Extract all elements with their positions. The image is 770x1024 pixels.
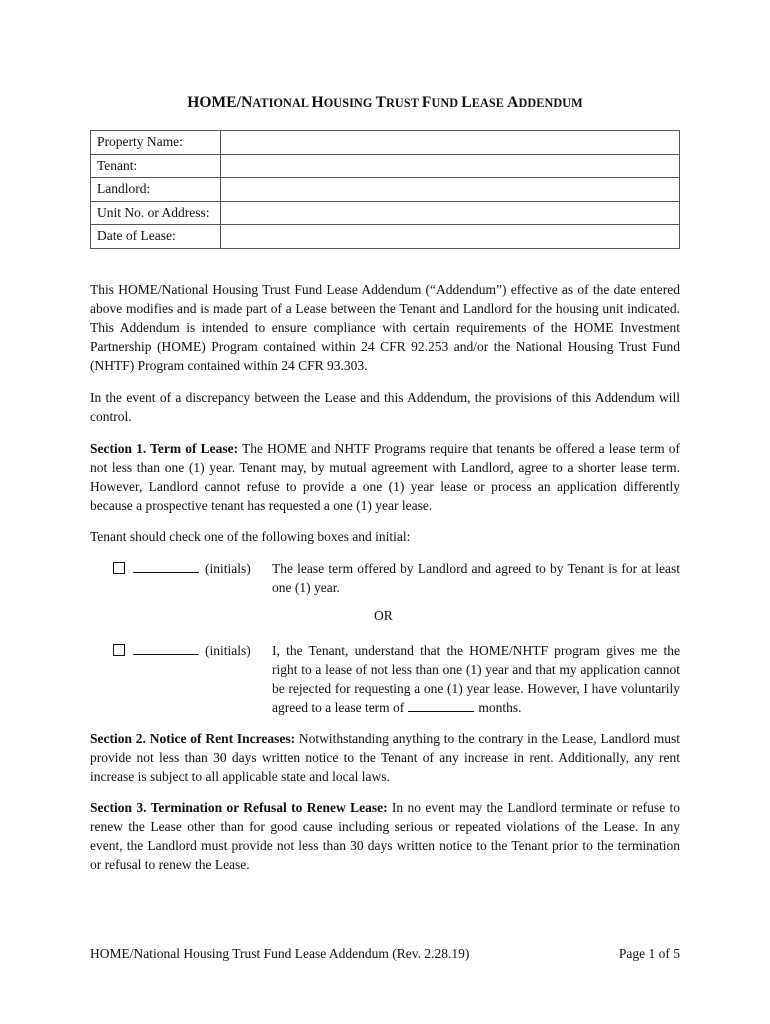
table-row <box>91 201 680 225</box>
section-1-text: The HOME and NHTF Programs require that tenants be offered a lease term of not less than one (1) year. Tenant may, by mutual agreement with Landlord, agree to a shorter lease term. However, Landlord cannot refuse to provide a one (1) year lease or process an application differently because a prospective tenant has requested a one (1) year lease. <box>90 441 680 513</box>
or-separator: OR <box>374 608 393 623</box>
footer-document-title: HOME/National Housing Trust Fund Lease Addendum (Rev. 2.28.19) <box>90 946 470 961</box>
option-2-text: I, the Tenant, understand that the HOME/NHTF program gives me the right to a lease of not less than one (1) year and that my application cannot be rejected for requesting a one (1) year lease. However, I have voluntarily agreed to a lease term of months. <box>272 643 680 715</box>
section-3-heading: Section 3. Termination or Refusal to Renew Lease: <box>90 800 388 815</box>
tenant-label: Tenant: <box>91 154 221 178</box>
table-row <box>91 154 680 178</box>
section-3 <box>90 798 680 874</box>
table-row <box>91 131 680 155</box>
option-2-initials: (initials) <box>133 641 251 660</box>
section-2-text: Notwithstanding anything to the contrary in the Lease, Landlord must provide not less than 30 days written notice to the Tenant of any increase in rent. Additionally, any rent increase is subject to all applicable state and local laws. <box>90 731 680 784</box>
property-name-field[interactable] <box>221 131 680 155</box>
section-2-heading: Section 2. Notice of Rent Increases: <box>90 731 296 746</box>
option-2-checkbox[interactable] <box>113 644 125 656</box>
date-of-lease-field[interactable] <box>221 225 680 249</box>
lease-term-months-field[interactable] <box>408 698 474 712</box>
checkbox-instruction: Tenant should check one of the following boxes and initial: <box>90 529 411 544</box>
option-1-initials: (initials) <box>133 559 251 578</box>
section-1-heading: Section 1. Term of Lease: <box>90 441 239 456</box>
landlord-field[interactable] <box>221 178 680 202</box>
date-of-lease-label: Date of Lease: <box>91 225 221 249</box>
landlord-label: Landlord: <box>91 178 221 202</box>
table-row <box>91 178 680 202</box>
unit-address-field[interactable] <box>221 201 680 225</box>
section-1 <box>90 439 680 515</box>
table-row <box>91 225 680 249</box>
discrepancy-paragraph: In the event of a discrepancy between the Lease and this Addendum, the provisions of this Addendum will control. <box>90 390 680 424</box>
intro-paragraph: This HOME/National Housing Trust Fund Lease Addendum (“Addendum”) effective as of the date entered above modifies and is made part of a Lease between the Tenant and Landlord for the housing unit indicated. This Addendum is intended to ensure compliance with certain requirements of the HOME Investment Partnership (HOME) Program contained within 24 CFR 92.253 and/or the National Housing Trust Fund (NHTF) Program contained within 24 CFR 93.303. <box>90 282 680 373</box>
option-1-text: The lease term offered by Landlord and agreed to by Tenant is for at least one (1) year. <box>272 561 680 595</box>
section-3-text: In no event may the Landlord terminate or refuse to renew the Lease other than for good cause including serious or repeated violations of the Lease. In any event, the Landlord must provide not less than 30 days written notice to the Tenant prior to the termination or refusal to renew the Lease. <box>90 800 680 872</box>
page-title: HOME/NATIONAL HOUSING TRUST FUND LEASE ADDENDUM <box>187 94 583 111</box>
lease-info-table <box>90 130 680 249</box>
unit-address-label: Unit No. or Address: <box>91 201 221 225</box>
option-2-initials-field[interactable] <box>133 641 199 655</box>
option-1-initials-field[interactable] <box>133 559 199 573</box>
option-1-checkbox[interactable] <box>113 562 125 574</box>
section-2 <box>90 729 680 786</box>
property-name-label: Property Name: <box>91 131 221 155</box>
page-number: Page 1 of 5 <box>618 946 680 961</box>
tenant-field[interactable] <box>221 154 680 178</box>
